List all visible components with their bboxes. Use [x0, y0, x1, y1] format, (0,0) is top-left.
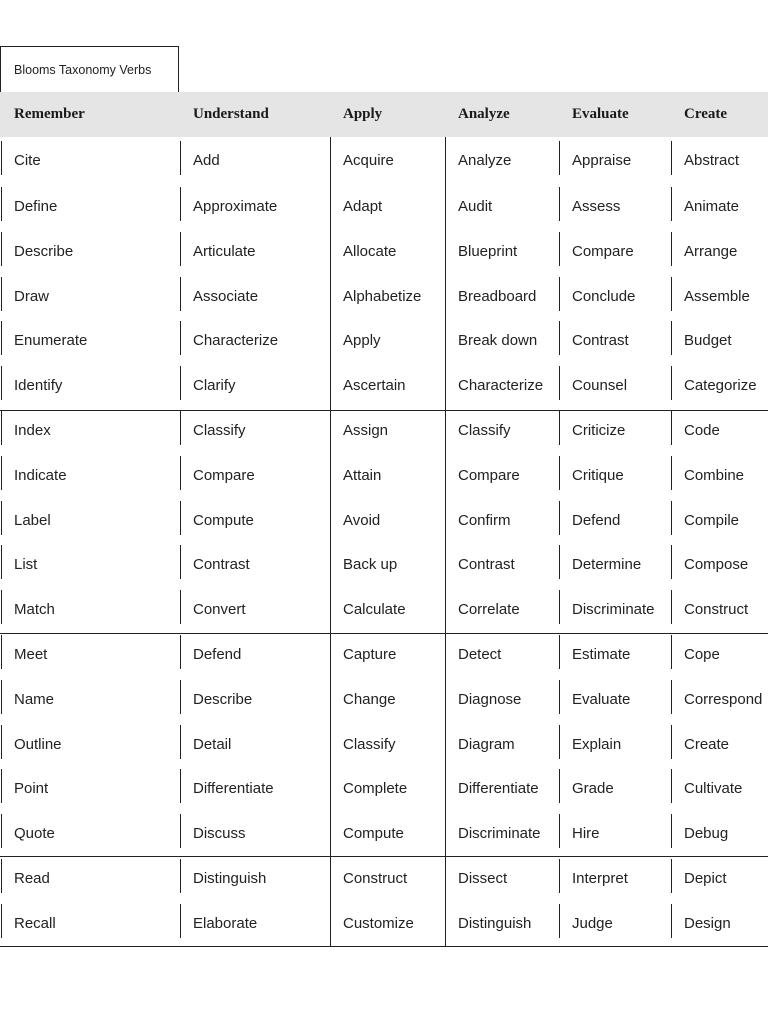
cell-divider: [1, 635, 2, 669]
cell-divider: [1, 277, 2, 311]
cell-divider: [1, 814, 2, 848]
row-group-divider: [0, 946, 768, 947]
table-cell: Classify: [193, 422, 246, 439]
table-cell: Design: [684, 914, 731, 932]
table-cell: Break down: [458, 332, 538, 350]
table-cell: Draw: [14, 287, 50, 305]
cell-divider: [559, 725, 560, 759]
table-cell: Capture: [343, 646, 397, 663]
cell-divider: [559, 277, 560, 311]
column-divider: [330, 137, 331, 947]
cell-divider: [559, 366, 560, 400]
table-cell: Classify: [458, 422, 511, 439]
table-cell: Quote: [14, 825, 55, 843]
cell-divider: [559, 141, 560, 175]
table-cell: Avoid: [343, 511, 381, 529]
table-cell: Appraise: [572, 152, 632, 169]
table-cell: Detect: [458, 646, 502, 663]
cell-divider: [1, 366, 2, 400]
table-cell: Assemble: [684, 287, 750, 305]
table-cell: Outline: [14, 735, 62, 753]
table-cell: Animate: [684, 198, 740, 215]
table-cell: Correspond: [684, 690, 763, 708]
table-cell: Compare: [193, 466, 255, 484]
table-cell: Determine: [572, 556, 642, 574]
cell-divider: [671, 366, 672, 400]
row-group-divider: [0, 410, 768, 411]
table-cell: Associate: [193, 287, 259, 305]
table-cell: Recall: [14, 914, 56, 932]
table-cell: Diagram: [458, 735, 515, 753]
table-cell: Ascertain: [343, 377, 406, 395]
table-cell: Articulate: [193, 242, 256, 260]
table-cell: Confirm: [458, 511, 511, 529]
table-cell: Convert: [193, 601, 246, 619]
table-cell: Attain: [343, 466, 382, 484]
cell-divider: [559, 635, 560, 669]
table-cell: Define: [14, 198, 58, 215]
table-cell: Estimate: [572, 646, 631, 663]
cell-divider: [180, 232, 181, 266]
table-cell: Criticize: [572, 422, 626, 439]
table-cell: Discuss: [193, 825, 246, 843]
table-cell: Characterize: [193, 332, 279, 350]
cell-divider: [559, 859, 560, 893]
cell-divider: [1, 545, 2, 579]
table-cell: Approximate: [193, 198, 278, 215]
table-cell: Discriminate: [572, 601, 655, 619]
table-cell: Compute: [343, 825, 404, 843]
table-cell: Customize: [343, 914, 414, 932]
table-cell: Compare: [458, 466, 520, 484]
cell-divider: [1, 321, 2, 355]
table-cell: Acquire: [343, 152, 394, 169]
table-cell: Dissect: [458, 870, 508, 887]
table-cell: Categorize: [684, 377, 757, 395]
header-analyze: Analyze: [458, 106, 510, 122]
table-cell: Conclude: [572, 287, 636, 305]
table-cell: Meet: [14, 646, 48, 663]
table-cell: Enumerate: [14, 332, 88, 350]
table-cell: Match: [14, 601, 55, 619]
table-cell: Interpret: [572, 870, 628, 887]
cell-divider: [180, 456, 181, 490]
table-cell: Blueprint: [458, 242, 518, 260]
table-cell: Compose: [684, 556, 749, 574]
header-create: Create: [684, 106, 728, 122]
cell-divider: [671, 411, 672, 445]
table-cell: Identify: [14, 377, 63, 395]
table-cell: Critique: [572, 466, 624, 484]
table-cell: Construct: [684, 601, 749, 619]
table-cell: Defend: [572, 511, 621, 529]
table-cell: Audit: [458, 198, 493, 215]
table-cell: Correlate: [458, 601, 520, 619]
header-evaluate: Evaluate: [572, 106, 629, 122]
cell-divider: [559, 411, 560, 445]
table-cell: Complete: [343, 780, 408, 798]
cell-divider: [180, 321, 181, 355]
table-cell: Cite: [14, 152, 41, 169]
cell-divider: [180, 859, 181, 893]
table-cell: Characterize: [458, 377, 544, 395]
cell-divider: [1, 725, 2, 759]
table-cell: Cultivate: [684, 780, 743, 798]
cell-divider: [671, 456, 672, 490]
cell-divider: [559, 590, 560, 624]
verbs-table: [0, 137, 768, 947]
table-cell: Judge: [572, 914, 613, 932]
cell-divider: [671, 904, 672, 938]
table-cell: Create: [684, 735, 730, 753]
cell-divider: [1, 904, 2, 938]
cell-divider: [180, 545, 181, 579]
table-cell: Distinguish: [458, 914, 532, 932]
cell-divider: [180, 680, 181, 714]
cell-divider: [1, 590, 2, 624]
cell-divider: [671, 501, 672, 535]
table-cell: Debug: [684, 825, 729, 843]
table-cell: Adapt: [343, 198, 383, 215]
cell-divider: [671, 545, 672, 579]
table-cell: Describe: [14, 242, 74, 260]
cell-divider: [559, 814, 560, 848]
cell-divider: [559, 187, 560, 221]
cell-divider: [671, 141, 672, 175]
cell-divider: [1, 680, 2, 714]
table-cell: Defend: [193, 646, 242, 663]
table-cell: Evaluate: [572, 690, 631, 708]
table-cell: Distinguish: [193, 870, 267, 887]
cell-divider: [671, 859, 672, 893]
cell-divider: [1, 769, 2, 803]
cell-divider: [180, 366, 181, 400]
header-remember: Remember: [14, 106, 85, 122]
cell-divider: [180, 590, 181, 624]
row-group-divider: [0, 633, 768, 634]
table-cell: Contrast: [458, 556, 515, 574]
table-cell: Read: [14, 870, 50, 887]
table-cell: Indicate: [14, 466, 67, 484]
table-cell: Label: [14, 511, 51, 529]
table-cell: Add: [193, 152, 220, 169]
table-cell: Index: [14, 422, 51, 439]
cell-divider: [180, 814, 181, 848]
table-cell: Clarify: [193, 377, 236, 395]
table-cell: Combine: [684, 466, 745, 484]
table-cell: Counsel: [572, 377, 628, 395]
table-cell: Hire: [572, 825, 600, 843]
cell-divider: [671, 277, 672, 311]
cell-divider: [1, 411, 2, 445]
table-cell: Contrast: [572, 332, 629, 350]
cell-divider: [671, 232, 672, 266]
cell-divider: [559, 769, 560, 803]
table-cell: Classify: [343, 735, 396, 753]
table-cell: Allocate: [343, 242, 397, 260]
table-cell: Budget: [684, 332, 732, 350]
table-cell: Assess: [572, 198, 621, 215]
cell-divider: [180, 725, 181, 759]
table-cell: Describe: [193, 690, 253, 708]
cell-divider: [180, 187, 181, 221]
cell-divider: [180, 635, 181, 669]
table-cell: Explain: [572, 735, 622, 753]
cell-divider: [671, 321, 672, 355]
cell-divider: [1, 232, 2, 266]
table-cell: Name: [14, 690, 55, 708]
cell-divider: [559, 321, 560, 355]
table-cell: Differentiate: [458, 780, 539, 798]
table-cell: Arrange: [684, 242, 738, 260]
table-header-row: [0, 92, 768, 137]
row-group-divider: [0, 856, 768, 857]
table-cell: Grade: [572, 780, 614, 798]
table-cell: Cope: [684, 646, 720, 663]
table-cell: Compute: [193, 511, 254, 529]
cell-divider: [671, 635, 672, 669]
table-cell: List: [14, 556, 38, 574]
cell-divider: [180, 277, 181, 311]
table-cell: Breadboard: [458, 287, 537, 305]
cell-divider: [671, 590, 672, 624]
header-apply: Apply: [343, 106, 383, 122]
table-cell: Contrast: [193, 556, 250, 574]
cell-divider: [180, 141, 181, 175]
table-cell: Change: [343, 690, 396, 708]
cell-divider: [1, 456, 2, 490]
table-cell: Analyze: [458, 152, 512, 169]
table-cell: Differentiate: [193, 780, 274, 798]
table-cell: Depict: [684, 870, 727, 887]
table-cell: Elaborate: [193, 914, 258, 932]
cell-divider: [559, 545, 560, 579]
cell-divider: [559, 456, 560, 490]
cell-divider: [559, 232, 560, 266]
table-cell: Detail: [193, 735, 232, 753]
cell-divider: [1, 859, 2, 893]
table-cell: Compare: [572, 242, 634, 260]
table-cell: Point: [14, 780, 49, 798]
table-cell: Assign: [343, 422, 389, 439]
cell-divider: [671, 680, 672, 714]
cell-divider: [671, 725, 672, 759]
table-cell: Abstract: [684, 152, 740, 169]
document-title: Blooms Taxonomy Verbs: [0, 46, 179, 92]
table-cell: Construct: [343, 870, 408, 887]
cell-divider: [671, 769, 672, 803]
table-cell: Code: [684, 422, 720, 439]
cell-divider: [1, 187, 2, 221]
table-cell: Diagnose: [458, 690, 522, 708]
cell-divider: [559, 501, 560, 535]
header-understand: Understand: [193, 106, 269, 122]
cell-divider: [180, 411, 181, 445]
cell-divider: [180, 501, 181, 535]
cell-divider: [180, 769, 181, 803]
cell-divider: [1, 141, 2, 175]
cell-divider: [559, 904, 560, 938]
cell-divider: [180, 904, 181, 938]
table-cell: Discriminate: [458, 825, 541, 843]
table-cell: Alphabetize: [343, 287, 422, 305]
column-divider: [445, 137, 446, 947]
cell-divider: [671, 814, 672, 848]
table-cell: Compile: [684, 511, 740, 529]
cell-divider: [671, 187, 672, 221]
table-cell: Calculate: [343, 601, 406, 619]
cell-divider: [559, 680, 560, 714]
table-cell: Back up: [343, 556, 398, 574]
table-cell: Apply: [343, 332, 381, 350]
cell-divider: [1, 501, 2, 535]
